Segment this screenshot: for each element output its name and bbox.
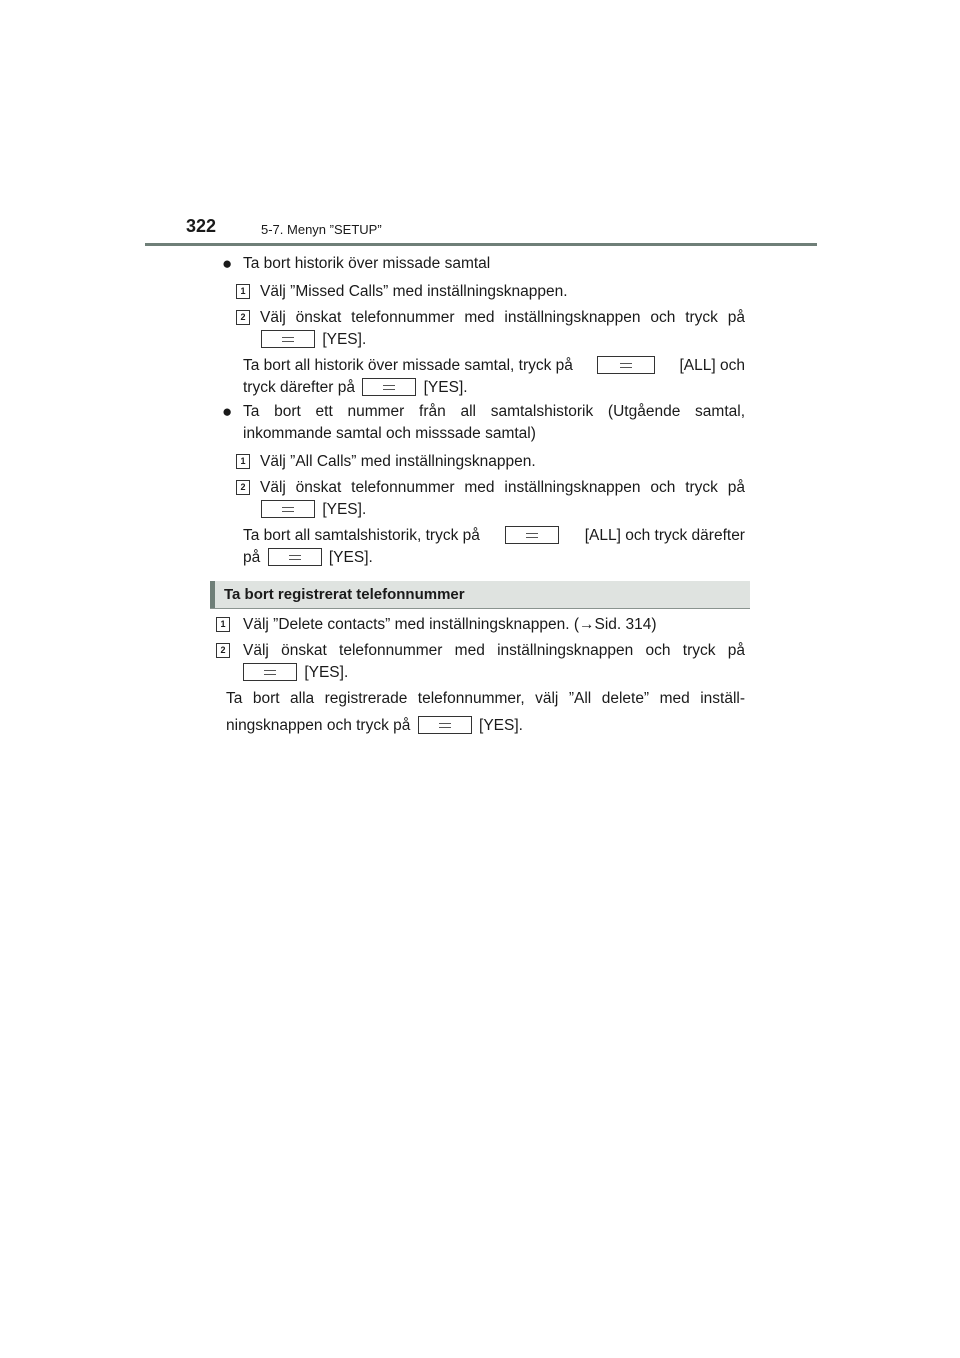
section-title: Ta bort registrerat telefonnummer [224, 586, 465, 603]
note-line: Ta bort alla registrerade telefonnummer, välj ”All delete” med inställ- [226, 690, 745, 707]
note-line: Ta bort all historik över missade samtal, tryck på [ALL] och [243, 357, 745, 374]
note-line: ningsknappen och tryck på [YES]. [226, 717, 523, 734]
note-line: Ta bort all samtalshistorik, tryck på [ALL] och tryck därefter [243, 527, 745, 544]
step-continuation: [YES]. [258, 330, 366, 350]
button-icon [362, 378, 416, 396]
bullet-title: Ta bort ett nummer från all samtalshistorik (Utgående samtal, [243, 403, 745, 420]
header-rule [145, 243, 817, 246]
section-reference: 5-7. Menyn ”SETUP” [261, 222, 382, 237]
button-icon [261, 330, 315, 348]
button-icon [261, 500, 315, 518]
step-number: 2 [216, 643, 230, 658]
button-icon [243, 663, 297, 681]
step-text: Välj ”Delete contacts” med inställningsknappen. (→Sid. 314) [243, 616, 657, 633]
button-icon [268, 548, 322, 566]
step-number: 1 [236, 454, 250, 469]
step-text: Välj önskat telefonnummer med inställningsknappen och tryck på [260, 479, 745, 496]
step-number: 1 [236, 284, 250, 299]
step-continuation: [YES]. [240, 663, 348, 683]
bullet-title: Ta bort historik över missade samtal [243, 255, 491, 272]
bullet-marker: ● [222, 254, 233, 273]
button-icon [418, 716, 472, 734]
section-header [210, 581, 750, 609]
note-line: på [YES]. [243, 549, 373, 566]
step-number: 2 [236, 480, 250, 495]
step-text: Välj ”Missed Calls” med inställningsknappen. [260, 283, 568, 300]
step-continuation: [YES]. [258, 500, 366, 520]
page-number: 322 [186, 216, 217, 236]
note-line: tryck därefter på [YES]. [243, 379, 468, 396]
step-number: 2 [236, 310, 250, 325]
section-header-bar [210, 581, 215, 608]
step-text: Välj önskat telefonnummer med inställningsknappen och tryck på [243, 642, 745, 659]
step-text: Välj ”All Calls” med inställningsknappen. [260, 453, 536, 470]
step-number: 1 [216, 617, 230, 632]
step-text: Välj önskat telefonnummer med inställningsknappen och tryck på [260, 309, 745, 326]
bullet-marker: ● [222, 402, 233, 421]
bullet-title: inkommande samtal och misssade samtal) [243, 425, 536, 442]
button-icon [505, 526, 559, 544]
button-icon [597, 356, 655, 374]
